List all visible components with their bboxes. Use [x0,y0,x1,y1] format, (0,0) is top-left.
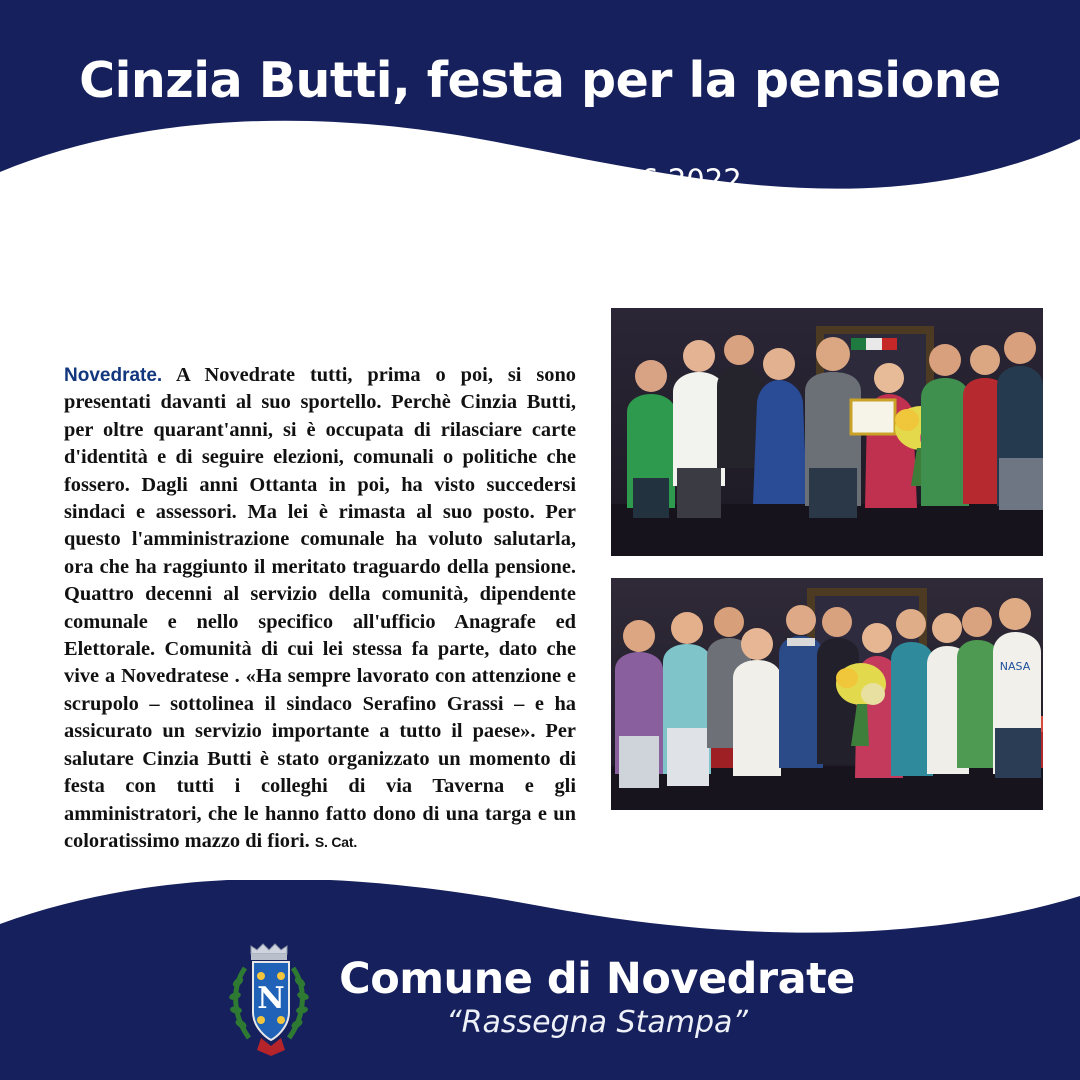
svg-text:NASA: NASA [999,660,1031,673]
footer-subtitle: “Rassegna Stampa” [446,1004,748,1040]
page-title: Cinzia Butti, festa per la pensione [79,52,1001,109]
photo-group-flowers [611,578,1043,810]
source-line: La Provincia del 19.06.2022 [338,163,742,197]
article-text: A Novedrate tutti, prima o poi, si sono presentati davanti al suo sportello. Perchè Cinzia Butti, per oltre quarant'anni, si è occupata di rilasciare carte d'identità e di seguire elezioni, comunali o politiche che fossero. Dagli anni Ottanta in poi, ha visto succedersi sindaci e assessori. Ma lei è rimasta al suo posto. Per questo l'amministrazione comunale ha voluto salutarla, ora che ha raggiunto il meritato traguardo della pensione. Quattro decenni al servizio della comunità, dipendente comunale e nello specifico all'ufficio Anagrafe ed Elettorale. Comunità di cui lei stessa fa parte, dato che vive a Novedratese . «Ha sempre lavorato con attenzione e scrupolo – sottolinea il sindaco Serafino Grassi – e ha assicurato un servizio importante a tutto il paese». Per salutare Cinzia Butti è stato organizzato un momento di festa con tutti i colleghi di via Taverna e gli amministratori, che le hanno fatto dono di una targa e un coloratissimo mazzo di fiori. [64,364,576,852]
article-body [64,362,576,856]
photo-award-ceremony [611,308,1043,556]
footer [0,880,1080,1080]
municipal-crest-icon [225,934,317,1062]
article-byline: S. Cat. [314,833,358,850]
svg-text:N: N [257,981,285,1016]
footer-title: Comune di Novedrate [339,953,855,1004]
article-dateline: Novedrate. [64,365,163,386]
